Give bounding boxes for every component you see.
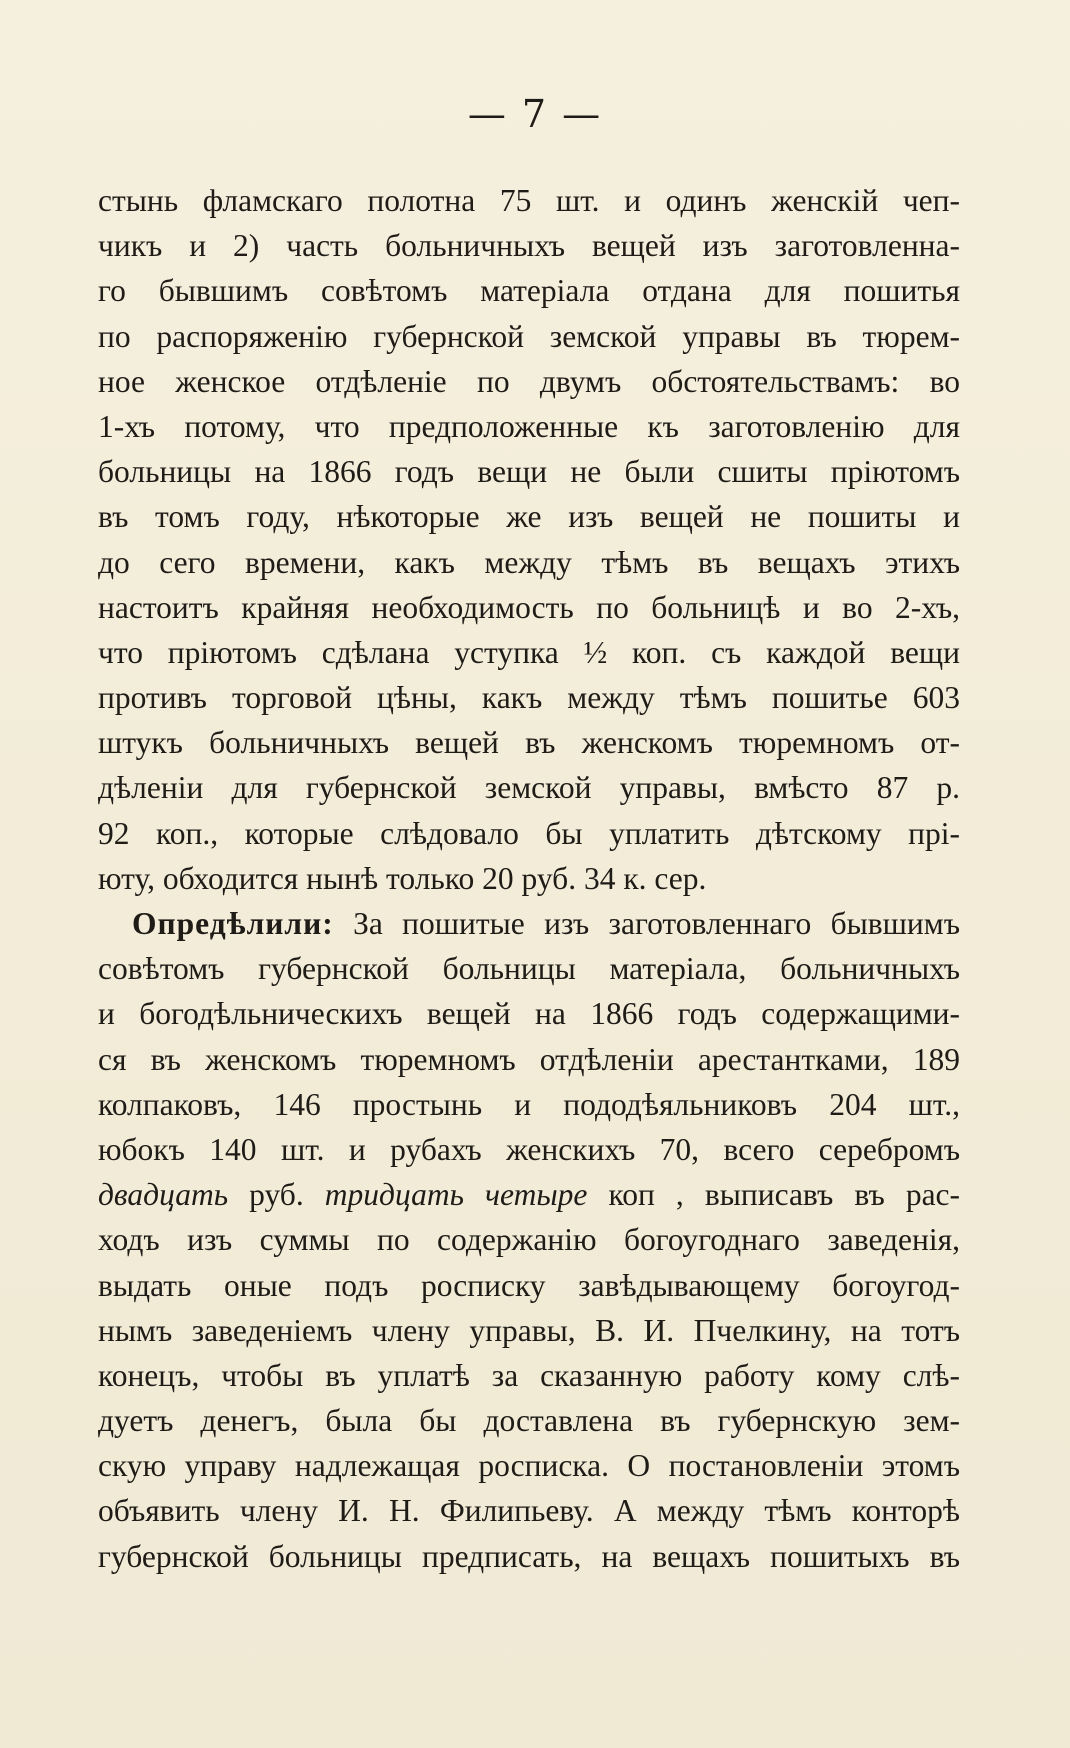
text-line: ся въ женскомъ тюремномъ отдѣленіи арестантками, 189 [98,1041,960,1077]
text-line: колпаковъ, 146 простынь и пододѣяльниковъ 204 шт., [98,1086,960,1122]
text-line: штукъ больничныхъ вещей въ женскомъ тюремномъ от- [98,725,960,761]
text-line: противъ торговой цѣны, какъ между тѣмъ пошитье 603 [98,680,960,716]
amount-rubles-words: двадцать [98,1177,229,1213]
text-line: по распоряженію губернской земской управы въ тюрем- [98,318,960,354]
amount-line [98,1172,960,1217]
text-line: до сего времени, какъ между тѣмъ въ вещахъ этихъ [98,544,960,580]
text-line: объявить члену И. Н. Филипьеву. А между тѣмъ конторѣ [98,1493,960,1529]
resolution-first-line-text: За пошитые изъ заготовленнаго бывшимъ [353,906,960,941]
text-line: 1-хъ потому, что предположенные къ заготовленію для [98,408,960,444]
text-line: юбокъ 140 шт. и рубахъ женскихъ 70, всего серебромъ [98,1131,960,1167]
text-line: конецъ, чтобы въ уплатѣ за сказанную работу кому слѣ- [98,1357,960,1393]
text-line: юту, обходится нынѣ только 20 руб. 34 к. сер. [98,860,707,896]
page-number: — 7 — [467,92,603,136]
body-text [98,178,960,1579]
text-line: что пріютомъ сдѣлана уступка ½ коп. съ каждой вещи [98,634,960,670]
amount-line-rest: коп , выписавъ въ рас- [608,1177,960,1213]
text-line: чикъ и 2) часть больничныхъ вещей изъ заготовленна- [98,228,960,264]
text-line: дуетъ денегъ, была бы доставлена въ губернскую зем- [98,1403,960,1439]
text-line: дѣленіи для губернской земской управы, вмѣсто 87 р. [98,770,960,806]
text-line: въ томъ году, нѣкоторые же изъ вещей не пошиты и [98,499,960,535]
text-line: губернской больницы предписать, на вещахъ пошитыхъ въ [98,1538,960,1574]
text-line: настоитъ крайняя необходимость по больницѣ и во 2-хъ, [98,589,960,625]
text-line: нымъ заведеніемъ члену управы, В. И. Пчелкину, на тотъ [98,1312,960,1348]
text-line: ходъ изъ суммы по содержанію богоугоднаго заведенія, [98,1222,960,1258]
amount-kopecks-words: тридцать четыре [324,1177,588,1213]
text-line: совѣтомъ губернской больницы матеріала, больничныхъ [98,951,960,987]
resolution-first-line [98,901,960,946]
text-line: стынь фламскаго полотна 75 шт. и одинъ женскій чеп- [98,183,960,218]
text-line: 92 коп., которые слѣдовало бы уплатить дѣтскому прі- [98,815,960,851]
text-line: ное женское отдѣленіе по двумъ обстоятельствамъ: во [98,363,960,399]
text-line: и богодѣльническихъ вещей на 1866 годъ содержащими- [98,996,960,1032]
text-line: выдать оные подъ росписку завѣдывающему богоугод- [98,1267,960,1303]
resolution-label: Опредѣлили: [132,906,334,941]
text-line: го бывшимъ совѣтомъ матеріала отдана для пошитья [98,273,960,309]
text-line: скую управу надлежащая росписка. О постановленіи этомъ [98,1448,960,1484]
text-line: больницы на 1866 годъ вещи не были сшиты пріютомъ [98,454,960,490]
amount-rubles-unit: руб. [249,1177,304,1213]
